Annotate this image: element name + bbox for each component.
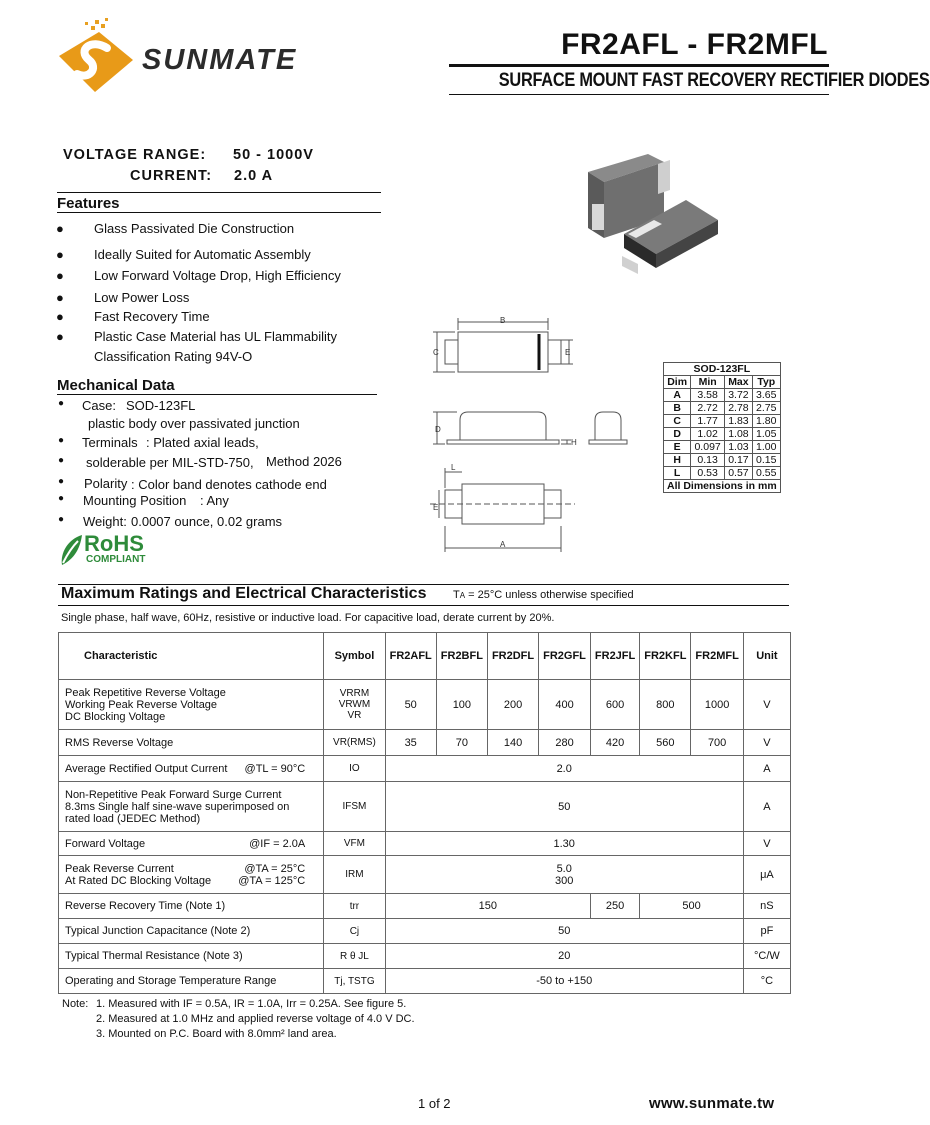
characteristic-line: Non-Repetitive Peak Forward Surge Current (65, 788, 282, 801)
case-label: Case: (82, 398, 116, 413)
value-cell: 1000 (691, 680, 743, 730)
dim-cell: 1.05 (752, 428, 780, 441)
characteristic-cell: Forward Voltage @IF = 2.0A (59, 832, 324, 856)
dim-label-e: E (565, 348, 571, 357)
value-cell: 70 (436, 730, 487, 756)
table-row (59, 944, 791, 969)
dim-cell: 1.02 (691, 428, 725, 441)
current-label: CURRENT: (130, 168, 213, 184)
characteristic-line: Peak Repetitive Reverse Voltage (65, 686, 226, 699)
dim-cell: 0.15 (752, 454, 780, 467)
characteristic-cell: Average Rectified Output Current @TL = 90°C (59, 756, 324, 782)
table-row (59, 680, 791, 730)
unit-cell: μA (743, 856, 790, 894)
mechanical-heading: Mechanical Data (57, 377, 175, 394)
dimension-table-header (664, 376, 781, 389)
dim-cell: 0.17 (725, 454, 753, 467)
feature-item: Ideally Suited for Automatic Assembly (94, 247, 311, 262)
dim-cell: 3.58 (691, 389, 725, 402)
table-header-row (59, 633, 791, 680)
notes-label: Note: (62, 998, 89, 1010)
ratings-heading: Maximum Ratings and Electrical Characteristics (61, 585, 427, 602)
mounting-label: Mounting Position (83, 493, 187, 508)
dim-cell: 3.72 (725, 389, 753, 402)
part-header: FR2DFL (487, 633, 538, 680)
characteristic-cell: Typical Thermal Resistance (Note 3) (59, 944, 324, 969)
value-cell: 35 (385, 730, 436, 756)
dim-cell: 1.77 (691, 415, 725, 428)
dimension-table-package: SOD-123FL (664, 363, 781, 376)
package-dimension-drawing (425, 312, 630, 557)
dim-cell: 2.78 (725, 402, 753, 415)
value-cell: 50 (385, 782, 743, 832)
dim-cell: 0.13 (691, 454, 725, 467)
characteristic-line: 8.3ms Single half sine-wave superimposed on (65, 800, 290, 813)
symbol-cell: VR(RMS) (324, 730, 385, 756)
note-2: 2. Measured at 1.0 MHz and applied reverse voltage of 4.0 V DC. (96, 1013, 415, 1025)
table-row (59, 782, 791, 832)
feature-item: Plastic Case Material has UL Flammability (94, 329, 337, 344)
max-header: Max (725, 376, 753, 389)
characteristic-cell: Typical Junction Capacitance (Note 2) (59, 919, 324, 944)
note-1: 1. Measured with IF = 0.5A, IR = 1.0A, Irr = 0.25A. See figure 5. (96, 998, 407, 1010)
ratings-condition: TA = 25°C unless otherwise specified (453, 589, 634, 601)
part-header: FR2BFL (436, 633, 487, 680)
dimension-row (664, 454, 781, 467)
website-link[interactable]: www.sunmate.tw (649, 1095, 775, 1112)
bullet-icon: ● (58, 476, 65, 487)
features-heading: Features (57, 195, 120, 212)
characteristic-cell: Reverse Recovery Time (Note 1) (59, 894, 324, 919)
feature-item: Low Forward Voltage Drop, High Efficiency (94, 268, 341, 283)
dim-cell: 1.83 (725, 415, 753, 428)
dim-cell: 1.00 (752, 441, 780, 454)
unit-cell: V (743, 730, 790, 756)
typ-header: Typ (752, 376, 780, 389)
characteristic-line: Working Peak Reverse Voltage (65, 698, 218, 711)
title-rule (449, 64, 829, 67)
unit-cell: nS (743, 894, 790, 919)
page-number: 1 of 2 (418, 1096, 451, 1111)
value-cell: 20 (385, 944, 743, 969)
dim-cell: 1.08 (725, 428, 753, 441)
symbol-line: VR (347, 710, 362, 721)
rohs-compliant-label: COMPLIANT (86, 554, 146, 565)
bullet-icon: ● (56, 309, 64, 324)
value-cell: 2.0 (385, 756, 743, 782)
dimension-row (664, 389, 781, 402)
unit-cell: °C (743, 969, 790, 994)
feature-item-continued: Classification Rating 94V-O (94, 349, 253, 364)
min-header: Min (691, 376, 725, 389)
electrical-characteristics-table (58, 632, 791, 994)
characteristic-line: DC Blocking Voltage (65, 710, 166, 723)
table-row (59, 730, 791, 756)
table-row (59, 856, 791, 894)
document-subtitle: SURFACE MOUNT FAST RECOVERY RECTIFIER DIODES (498, 70, 930, 91)
table-row (59, 969, 791, 994)
polarity-label: Polarity (84, 476, 128, 491)
value-cell: 50 (385, 680, 436, 730)
dim-cell: C (664, 415, 691, 428)
dim-cell: L (664, 467, 691, 480)
ratings-load-note: Single phase, half wave, 60Hz, resistive or inductive load. For capacitive load, derate current by 20%. (61, 612, 555, 624)
dim-label-b: B (500, 316, 506, 325)
unit-cell: A (743, 756, 790, 782)
dim-label-l: L (451, 463, 456, 472)
characteristic-line: rated load (JEDEC Method) (65, 812, 201, 825)
features-top-rule (57, 192, 381, 193)
feature-item: Fast Recovery Time (94, 309, 210, 324)
part-header: FR2MFL (691, 633, 743, 680)
company-logo (55, 18, 137, 96)
bullet-icon: ● (58, 514, 65, 525)
symbol-cell: Tj, TSTG (324, 969, 385, 994)
dimension-table (663, 362, 781, 493)
symbol-cell: VFM (324, 832, 385, 856)
dimension-row (664, 402, 781, 415)
characteristic-cell: Operating and Storage Temperature Range (59, 969, 324, 994)
feature-item: Low Power Loss (94, 290, 190, 305)
terminals-method: Method 2026 (266, 454, 342, 469)
package-photo (578, 152, 738, 280)
case-detail: plastic body over passivated junction (88, 416, 300, 431)
value-cell: 50 (385, 919, 743, 944)
value-cell: 200 (487, 680, 538, 730)
dimension-table-title-row (664, 363, 781, 376)
dim-label-a: A (500, 540, 506, 549)
dimension-table-footer-row (664, 480, 781, 493)
value-cell: 400 (539, 680, 591, 730)
dim-cell: 0.55 (752, 467, 780, 480)
value-cell: 280 (539, 730, 591, 756)
value-cell: 140 (487, 730, 538, 756)
bullet-icon: ● (58, 493, 65, 504)
dim-cell: 1.03 (725, 441, 753, 454)
symbol-cell: trr (324, 894, 385, 919)
dim-header: Dim (664, 376, 691, 389)
table-row (59, 832, 791, 856)
voltage-range-value: 50 - 1000V (233, 147, 314, 163)
bullet-icon: ● (56, 329, 64, 344)
symbol-line: VRWM (338, 699, 371, 710)
dim-label-e-bottom: E (433, 503, 439, 512)
dim-cell: 2.75 (752, 402, 780, 415)
symbol-header: Symbol (324, 633, 385, 680)
dim-label-c: C (433, 348, 439, 357)
feature-item: Glass Passivated Die Construction (94, 221, 295, 236)
value-cell: 500 (640, 894, 744, 919)
table-row (59, 894, 791, 919)
terminals-label: Terminals (82, 435, 138, 450)
symbol-cell (324, 680, 385, 730)
dim-cell: B (664, 402, 691, 415)
logo-wordmark: SUNMATE (142, 44, 298, 76)
terminals-value: : Plated axial leads, (146, 435, 259, 450)
value-cell: 100 (436, 680, 487, 730)
features-bottom-rule (57, 212, 381, 213)
mounting-value: : Any (200, 493, 229, 508)
unit-header: Unit (743, 633, 790, 680)
unit-cell: V (743, 680, 790, 730)
part-header: FR2JFL (590, 633, 639, 680)
symbol-cell: Cj (324, 919, 385, 944)
characteristic-cell: RMS Reverse Voltage (59, 730, 324, 756)
bullet-icon: ● (58, 435, 65, 446)
value-cell: 250 (590, 894, 639, 919)
symbol-cell: IO (324, 756, 385, 782)
bullet-icon: ● (58, 455, 65, 466)
dim-label-d: D (435, 425, 441, 434)
polarity-value: : Color band denotes cathode end (131, 477, 327, 492)
dimension-row (664, 441, 781, 454)
part-header: FR2GFL (539, 633, 591, 680)
note-3: 3. Mounted on P.C. Board with 8.0mm² land area. (96, 1028, 337, 1040)
document-title: FR2AFL - FR2MFL (561, 28, 828, 61)
dim-cell: 0.53 (691, 467, 725, 480)
bullet-icon: ● (56, 290, 64, 305)
case-value: SOD-123FL (126, 398, 196, 413)
value-cell: 600 (590, 680, 639, 730)
value-cell: 420 (590, 730, 639, 756)
table-row (59, 756, 791, 782)
current-value: 2.0 A (234, 168, 274, 184)
value-cell: 5.0 300 (385, 856, 743, 894)
value-cell: 700 (691, 730, 743, 756)
dim-cell: 0.097 (691, 441, 725, 454)
unit-cell: pF (743, 919, 790, 944)
logo-dots (85, 18, 108, 30)
part-header: FR2AFL (385, 633, 436, 680)
symbol-cell: R θ JL (324, 944, 385, 969)
characteristic-cell: Peak Reverse Current @TA = 25°C At Rated DC Blocking Voltage @TA = 125°C (59, 856, 324, 894)
dimension-row (664, 428, 781, 441)
dim-cell: H (664, 454, 691, 467)
mechanical-rule (57, 394, 377, 395)
terminals-detail: solderable per MIL-STD-750, (86, 455, 254, 470)
dim-cell: 2.72 (691, 402, 725, 415)
weight-label: Weight: (83, 514, 127, 529)
bullet-icon: ● (56, 221, 64, 236)
ratings-bottom-rule (58, 605, 789, 606)
symbol-line: VRRM (339, 688, 370, 699)
value-cell: 150 (385, 894, 590, 919)
unit-cell: V (743, 832, 790, 856)
rohs-label: RoHS (84, 531, 144, 556)
voltage-range-label: VOLTAGE RANGE: (63, 147, 207, 163)
dim-cell: E (664, 441, 691, 454)
rohs-leaf-icon (58, 533, 84, 567)
bullet-icon: ● (58, 398, 65, 409)
dim-cell: 1.80 (752, 415, 780, 428)
bullet-icon: ● (56, 268, 64, 283)
dim-cell: D (664, 428, 691, 441)
symbol-cell: IRM (324, 856, 385, 894)
characteristic-cell (59, 782, 324, 832)
weight-value: 0.0007 ounce, 0.02 grams (131, 514, 283, 529)
value-cell: 800 (640, 680, 691, 730)
value-cell: 560 (640, 730, 691, 756)
value-cell: 1.30 (385, 832, 743, 856)
dim-cell: 0.57 (725, 467, 753, 480)
part-header: FR2KFL (640, 633, 691, 680)
unit-cell: °C/W (743, 944, 790, 969)
dimension-row (664, 415, 781, 428)
dimension-table-footer: All Dimensions in mm (664, 480, 781, 493)
unit-cell: A (743, 782, 790, 832)
symbol-cell: IFSM (324, 782, 385, 832)
table-row (59, 919, 791, 944)
characteristic-header: Characteristic (59, 633, 324, 680)
dim-label-h: H (571, 438, 577, 447)
dim-cell: 3.65 (752, 389, 780, 402)
dimension-row (664, 467, 781, 480)
characteristic-cell (59, 680, 324, 730)
subtitle-rule (449, 94, 829, 95)
dim-cell: A (664, 389, 691, 402)
bullet-icon: ● (56, 247, 64, 262)
value-cell: -50 to +150 (385, 969, 743, 994)
